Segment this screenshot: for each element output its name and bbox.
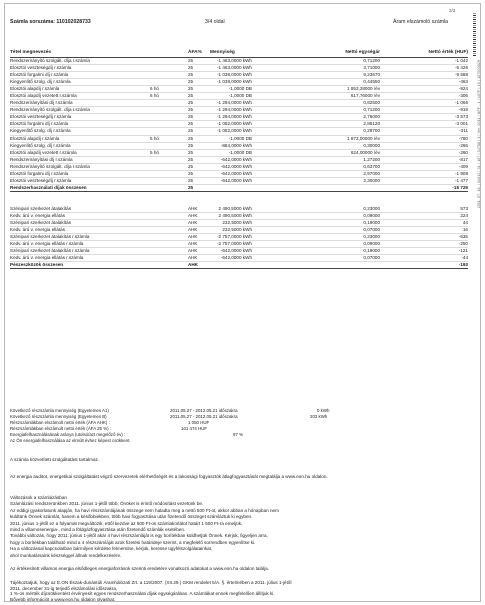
item-unit-price: 1 872,00000 /év: [252, 135, 380, 142]
item-period-note: [150, 128, 188, 135]
invoice-items-table: [10, 49, 468, 269]
item-quantity: -1,0000 DB: [210, 135, 252, 142]
table-row: [10, 149, 468, 156]
discount-paragraph: [10, 580, 291, 602]
item-name: Kiegyenlítő szolg. díj r.számla: [10, 128, 150, 135]
item-unit-price: 0,63700: [252, 163, 380, 170]
table-row: [10, 212, 468, 219]
paragraph-line: ahol munkatársaink készséggel állnak rendelkezésére.: [10, 552, 122, 558]
item-period-note: [150, 65, 188, 72]
item-net-value: -260: [380, 149, 468, 156]
item-net-value: -1 477: [380, 177, 468, 184]
item-vat: 25: [188, 107, 210, 114]
item-unit-price: 0,82500: [252, 100, 380, 107]
item-vat: 25: [188, 93, 210, 100]
item-name: Rendszerirányító szolgált. díja r.számla: [10, 163, 150, 170]
network-fees-total-row: [10, 184, 468, 191]
item-period-note: [150, 156, 188, 163]
col-header-note: [150, 49, 188, 58]
next-partial-b-value: 203 kWh: [310, 414, 328, 419]
next-partial-a1-label: Következő részszámla mennyiség (Egyetemes A1): [10, 408, 109, 413]
item-net-value: -1 066: [380, 100, 468, 107]
item-net-value: -919: [380, 107, 468, 114]
item-net-value: -463: [380, 79, 468, 86]
item-name: Elosztói forgalmi díj r.számla: [10, 121, 150, 128]
item-quantity: 232,5000 kWh: [210, 219, 252, 226]
item-name: Elosztói forgalmi díj r.számla: [10, 72, 150, 79]
table-row: [10, 170, 468, 177]
paragraph-line: 2011. június 1-jétől ez a folyamat megváltozik, ettől kezdve az 500 Ft-os számlakorlátot határt 1 500 Ft-ra emeljük,: [10, 520, 243, 526]
table-header-row: [10, 49, 468, 58]
item-net-value: -1 908: [380, 170, 468, 177]
item-name: Rendszerirányító szolgált. díja r.számla: [10, 58, 150, 65]
item-net-value: 224: [380, 212, 468, 219]
item-quantity: -1 294,0000 kWh: [210, 114, 252, 121]
item-period-note: [150, 163, 188, 170]
item-period-note: [150, 212, 188, 219]
item-net-value: 573: [380, 206, 468, 213]
item-name: Kedv. árú v. energia ellátás: [10, 212, 150, 219]
item-net-value: -817: [380, 156, 468, 163]
item-period-note: [150, 121, 188, 128]
item-quantity: -1,0000 DB: [210, 86, 252, 93]
table-row: [10, 255, 468, 262]
item-quantity: -1 052,0000 kWh: [210, 128, 252, 135]
item-unit-price: 1,27200: [252, 156, 380, 163]
next-partial-b-period: 2011.05.27 - 2012.05.21 időszakra: [170, 414, 238, 419]
table-row: [10, 135, 468, 142]
item-vat: AHK: [188, 241, 210, 248]
item-name: Elosztói veszteségdíj r.számla: [10, 177, 150, 184]
item-quantity: -642,0000 kWh: [210, 156, 252, 163]
table-row: [10, 128, 468, 135]
item-unit-price: 0,09000: [252, 241, 380, 248]
item-unit-price: 2,30000: [252, 177, 380, 184]
item-name: Kedv. árú v. energia ellátás: [10, 227, 150, 234]
item-vat: AHK: [188, 248, 210, 255]
item-period-note: [150, 248, 188, 255]
item-vat: 25: [188, 170, 210, 177]
table-row: [10, 107, 468, 114]
item-vat: AHK: [188, 255, 210, 262]
side-document-id: 2011. 07. 18. | 01012 | 31 | 107 | 34788 | 3 | Ver. 2011 | NFF - 1 | 107F | 10 | 107003829: [477, 60, 481, 209]
item-quantity: -1 294,0000 kWh: [210, 107, 252, 114]
paragraph-line: hogy a borítékban található mind a 4 részszámláját azok fizetési határideje szerint, a megfelelő sorrendben egyenlítse ki.: [10, 539, 256, 545]
item-net-value: -121: [380, 248, 468, 255]
next-partial-b-label: Következő részszámla mennyiség (Egyetemes B): [10, 414, 107, 419]
item-vat: 25: [188, 135, 210, 142]
item-period-note: 5 hó: [150, 149, 188, 156]
item-unit-price: 0,07000: [252, 227, 380, 234]
item-quantity: -2 757,0000 kWh: [210, 241, 252, 248]
item-vat: AHK: [188, 234, 210, 241]
item-name: Szénipari szerkezet átalakítás r.számla: [10, 234, 150, 241]
sum-vat: AHK: [188, 262, 210, 269]
item-name: Elosztói veszteségdíj r.számla: [10, 114, 150, 121]
item-net-value: 16: [380, 227, 468, 234]
item-net-value: -780: [380, 135, 468, 142]
partial-net-25-value: 101 474 HUF: [181, 426, 208, 431]
item-unit-price: 2,85120: [252, 121, 380, 128]
item-period-note: [150, 114, 188, 121]
item-quantity: -1,0000 DB: [210, 149, 252, 156]
item-unit-price: 9,23670: [252, 72, 380, 79]
item-net-value: 44: [380, 219, 468, 226]
item-unit-price: 0,71200: [252, 58, 380, 65]
item-unit-price: 0,29700: [252, 128, 380, 135]
invoice-number: Számla sorszáma: 110102028733: [10, 19, 91, 25]
item-quantity: -1 038,0000 kWh: [210, 79, 252, 86]
item-name: Kiegyenlítő szolg. díj r.számla: [10, 79, 150, 86]
item-vat: AHK: [188, 212, 210, 219]
item-unit-price: 0,71200: [252, 107, 380, 114]
table-row: [10, 121, 468, 128]
item-vat: 25: [188, 86, 210, 93]
paragraph-line: küldtünk Önnek számlát, hanem a későbbiekben, több havi fogyasztása után fizetendő összeget számláztuk ki egyben.: [10, 514, 253, 520]
item-unit-price: 3,71000: [252, 65, 380, 72]
item-net-value: -266: [380, 142, 468, 149]
item-name: Szénipari szerkezet átalakítás: [10, 206, 150, 213]
item-vat: 25: [188, 149, 210, 156]
col-header-item: Tétel megnevezés: [10, 49, 150, 58]
item-vat: 25: [188, 163, 210, 170]
item-period-note: [150, 234, 188, 241]
funds-total-row: [10, 262, 468, 269]
item-net-value: -635: [380, 234, 468, 241]
item-period-note: [150, 241, 188, 248]
energy-audit-note: Az energia auditot, energetikai szolgáltatást végző szervezetek elérhetőségét és a lakossági fogyasztók átlagfogyasztását megtalálja a www.eon.hu oldalon.: [10, 474, 328, 479]
table-row: [10, 93, 468, 100]
item-vat: 25: [188, 142, 210, 149]
item-net-value: -44: [380, 255, 468, 262]
item-net-value: -5 426: [380, 65, 468, 72]
table-row: [10, 219, 468, 226]
table-row: [10, 234, 468, 241]
item-unit-price: 1 853,28000 /év: [252, 86, 380, 93]
item-period-note: [150, 58, 188, 65]
paragraph-line: Változások a számlázásban: [10, 495, 67, 500]
table-row: [10, 142, 468, 149]
item-period-note: [150, 100, 188, 107]
item-period-note: [150, 79, 188, 86]
item-net-value: -3 001: [380, 121, 468, 128]
sum-value: -15 729: [380, 184, 468, 191]
table-row: [10, 177, 468, 184]
sum-note: [150, 184, 188, 191]
item-vat: 25: [188, 177, 210, 184]
col-header-unit-price: Nettó egységár: [252, 49, 380, 58]
col-header-vat: ÁFA%: [188, 49, 210, 58]
item-period-note: 6 hó: [150, 86, 188, 93]
item-quantity: -642,0000 kWh: [210, 248, 252, 255]
table-row: [10, 156, 468, 163]
col-header-quantity: Mennyiség: [210, 49, 252, 58]
item-net-value: -9 588: [380, 72, 468, 79]
item-unit-price: 0,44550: [252, 79, 380, 86]
item-quantity: -884,0000 kWh: [210, 142, 252, 149]
item-vat: 25: [188, 100, 210, 107]
sum-note: [150, 262, 188, 269]
sum-label: Pénzeszközök összesen: [10, 262, 150, 269]
invoice-type-title: Áram elszámoló számla: [393, 19, 449, 25]
energy-source-note: Az értékesített villamos energia elsődleges energiaforrások szerinti eredetére vonatkozó adatokat a www.eon.hu oldalon találja.: [10, 566, 269, 571]
item-net-value: -924: [380, 86, 468, 93]
consumption-ratio-label: Energiafelhasználásának aránya (utolsó/azt megelőző év) :: [10, 432, 126, 437]
item-unit-price: 2,97000: [252, 170, 380, 177]
item-unit-price: 0,30000: [252, 142, 380, 149]
item-name: Elosztói alapdíj r.számla: [10, 86, 150, 93]
item-name: Kedv. árú v. energia ellátás r.számla: [10, 255, 150, 262]
page-indicator: 3/4 oldal: [205, 19, 225, 25]
item-quantity: -642,0000 kWh: [210, 163, 252, 170]
item-period-note: 6 hó: [150, 93, 188, 100]
item-quantity: -1 294,0000 kWh: [210, 100, 252, 107]
table-row: [10, 100, 468, 107]
item-quantity: -642,0000 kWh: [210, 177, 252, 184]
item-period-note: [150, 142, 188, 149]
item-period-note: [150, 219, 188, 226]
item-unit-price: 0,07000: [252, 255, 380, 262]
sum-qty: [210, 184, 252, 191]
sum-qty: [210, 262, 252, 269]
item-name: Elosztói forgalmi díj r.számla: [10, 170, 150, 177]
mediated-service-note: A számla közvetített szolgáltatást tartalmaz.: [10, 457, 100, 462]
item-net-value: -3 573: [380, 114, 468, 121]
item-period-note: [150, 177, 188, 184]
table-row: [10, 72, 468, 79]
item-name: Elosztói alapdíj vezetett r.számla: [10, 149, 150, 156]
item-vat: AHK: [188, 219, 210, 226]
consumption-trend-note: Az Ön energiafelhasználása az elmúlt évhez képest csökkent.: [10, 438, 131, 443]
paragraph-line: További változás, hogy 2011. június 1-jétől akár 4 havi részszámláját is egy borítékban küldhetjük Önnek. Kérjük, figyeljen arra,: [10, 533, 268, 539]
table-row: [10, 58, 468, 65]
table-row: [10, 114, 468, 121]
col-header-net-value: Nettó érték (HUF): [380, 49, 468, 58]
item-period-note: [150, 255, 188, 262]
paragraph-line: 2011. december 31-ig terjedő elszámolási időszakra,: [10, 585, 118, 591]
table-row: [10, 86, 468, 93]
top-page-number: 2/3: [449, 8, 456, 13]
item-quantity: 2 490,5000 kWh: [210, 212, 252, 219]
item-period-note: [150, 107, 188, 114]
item-unit-price: 0,09000: [252, 212, 380, 219]
item-unit-price: 624,00000 /év: [252, 149, 380, 156]
item-quantity: 232,5000 kWh: [210, 227, 252, 234]
sum-unit: [252, 262, 380, 269]
item-vat: 25: [188, 58, 210, 65]
paragraph-line: Az eddigi gyakorlatunk alapján, ha havi részszámlájának összege nem haladta meg a nettó 500 Ft-ot, akkor abban a hónapban nem: [10, 507, 279, 513]
item-quantity: -1 052,0000 kWh: [210, 121, 252, 128]
item-name: Rendszerirányítási díj r.számla: [10, 100, 150, 107]
spacer-cell: [10, 191, 468, 206]
item-vat: AHK: [188, 206, 210, 213]
item-name: Rendszerirányító szolgált. díja r.számla: [10, 107, 150, 114]
table-spacer: [10, 191, 468, 206]
paragraph-line: 1 %-os mérték díjcsökkentést érvényesít egyes rendszerhasználati díjak egységárában. A számlákat ennek megfelelően állítjuk ki.: [10, 591, 275, 597]
item-quantity: 2 490,5000 kWh: [210, 206, 252, 213]
item-name: Rendszerirányítási díj r.számla: [10, 156, 150, 163]
item-quantity: -1 463,0000 kWh: [210, 65, 252, 72]
item-quantity: -1,0000 DB: [210, 93, 252, 100]
item-vat: 25: [188, 156, 210, 163]
item-vat: 25: [188, 72, 210, 79]
item-name: Szénipari szerkezet átalakítás r.számla: [10, 248, 150, 255]
table-row: [10, 241, 468, 248]
partial-net-25-label: Részszámlákban elszámolt nettó érték (ÁFA 25 %) :: [10, 426, 112, 431]
item-vat: 25: [188, 114, 210, 121]
item-name: Kedv. árú v. energia ellátás r.számla: [10, 241, 150, 248]
partial-net-ahk-label: Részszámlákban elszámolt nettó érték (ÁFA AHK) :: [10, 420, 110, 425]
item-period-note: [150, 227, 188, 234]
item-vat: 25: [188, 65, 210, 72]
barcode: [473, 12, 476, 56]
item-unit-price: 0,23000: [252, 206, 380, 213]
item-name: Elosztói alapdíj vezetett r.számla: [10, 93, 150, 100]
item-name: Elosztói alapdíj r.számla: [10, 135, 150, 142]
item-net-value: -409: [380, 163, 468, 170]
sum-label: Rendszerhasználati díjak összesen: [10, 184, 150, 191]
item-net-value: -306: [380, 93, 468, 100]
item-net-value: -311: [380, 128, 468, 135]
item-quantity: -1 038,0000 kWh: [210, 72, 252, 79]
item-quantity: -642,0000 kWh: [210, 255, 252, 262]
item-unit-price: 2,76000: [252, 114, 380, 121]
item-unit-price: 0,19000: [252, 219, 380, 226]
item-vat: AHK: [188, 227, 210, 234]
next-partial-a1-value: 0 kWh: [317, 408, 330, 413]
item-period-note: [150, 72, 188, 79]
item-net-value: -250: [380, 241, 468, 248]
item-name: Kiegyenlítő szolg. díj r.számla: [10, 142, 150, 149]
sum-unit: [252, 184, 380, 191]
partial-net-ahk-value: 1 050 HUF: [188, 420, 210, 425]
sum-vat: 25: [188, 184, 210, 191]
paragraph-line: Bővebb információt a www.eon.hu oldalon olvashat.: [10, 596, 116, 602]
paragraph-line: mind a villamosenergia-, mind a földgázfogyasztása után fizetendő számlák esetében.: [10, 527, 186, 533]
item-period-note: 5 hó: [150, 135, 188, 142]
table-row: [10, 79, 468, 86]
item-vat: 25: [188, 128, 210, 135]
item-name: Elosztói veszteségdíj r.számla: [10, 65, 150, 72]
item-unit-price: 0,19000: [252, 248, 380, 255]
item-quantity: -1 463,0000 kWh: [210, 58, 252, 65]
item-net-value: -1 042: [380, 58, 468, 65]
item-unit-price: 0,23000: [252, 234, 380, 241]
billing-changes-paragraph: [10, 495, 279, 559]
item-name: Szénipari szerkezet átalakítás: [10, 219, 150, 226]
invoice-page: [4, 3, 481, 602]
consumption-ratio-value: 97 %: [233, 432, 244, 437]
paragraph-line: Ha a változással kapcsolatban bármilyen kérdése felmerülne, kérjük, keresse ügyfélszolgálatainkat,: [10, 546, 213, 552]
item-quantity: -642,0000 kWh: [210, 170, 252, 177]
item-unit-price: 617,76000 /év: [252, 93, 380, 100]
table-row: [10, 65, 468, 72]
item-vat: 25: [188, 121, 210, 128]
paragraph-line: Tájékoztatjuk, hogy az E.ON Észak-dunántúli Áramhálózati Zrt. a 119/2007. (XII.29.) GKM rendelet 5/A. §. értelmében a 2011. július 1-jétől: [10, 580, 292, 585]
sum-value: -193: [380, 262, 468, 269]
paragraph-line: Számlázási rendszerünkben 2011. június 1-jétől több, Önöket is érintő módosítást vezetünk be.: [10, 501, 204, 507]
item-vat: 25: [188, 79, 210, 86]
table-row: [10, 227, 468, 234]
item-period-note: [150, 170, 188, 177]
next-partial-a1-period: 2011.05.27 - 2012.05.21 időszakra: [170, 408, 238, 413]
item-quantity: -2 757,0000 kWh: [210, 234, 252, 241]
table-row: [10, 163, 468, 170]
table-row: [10, 248, 468, 255]
